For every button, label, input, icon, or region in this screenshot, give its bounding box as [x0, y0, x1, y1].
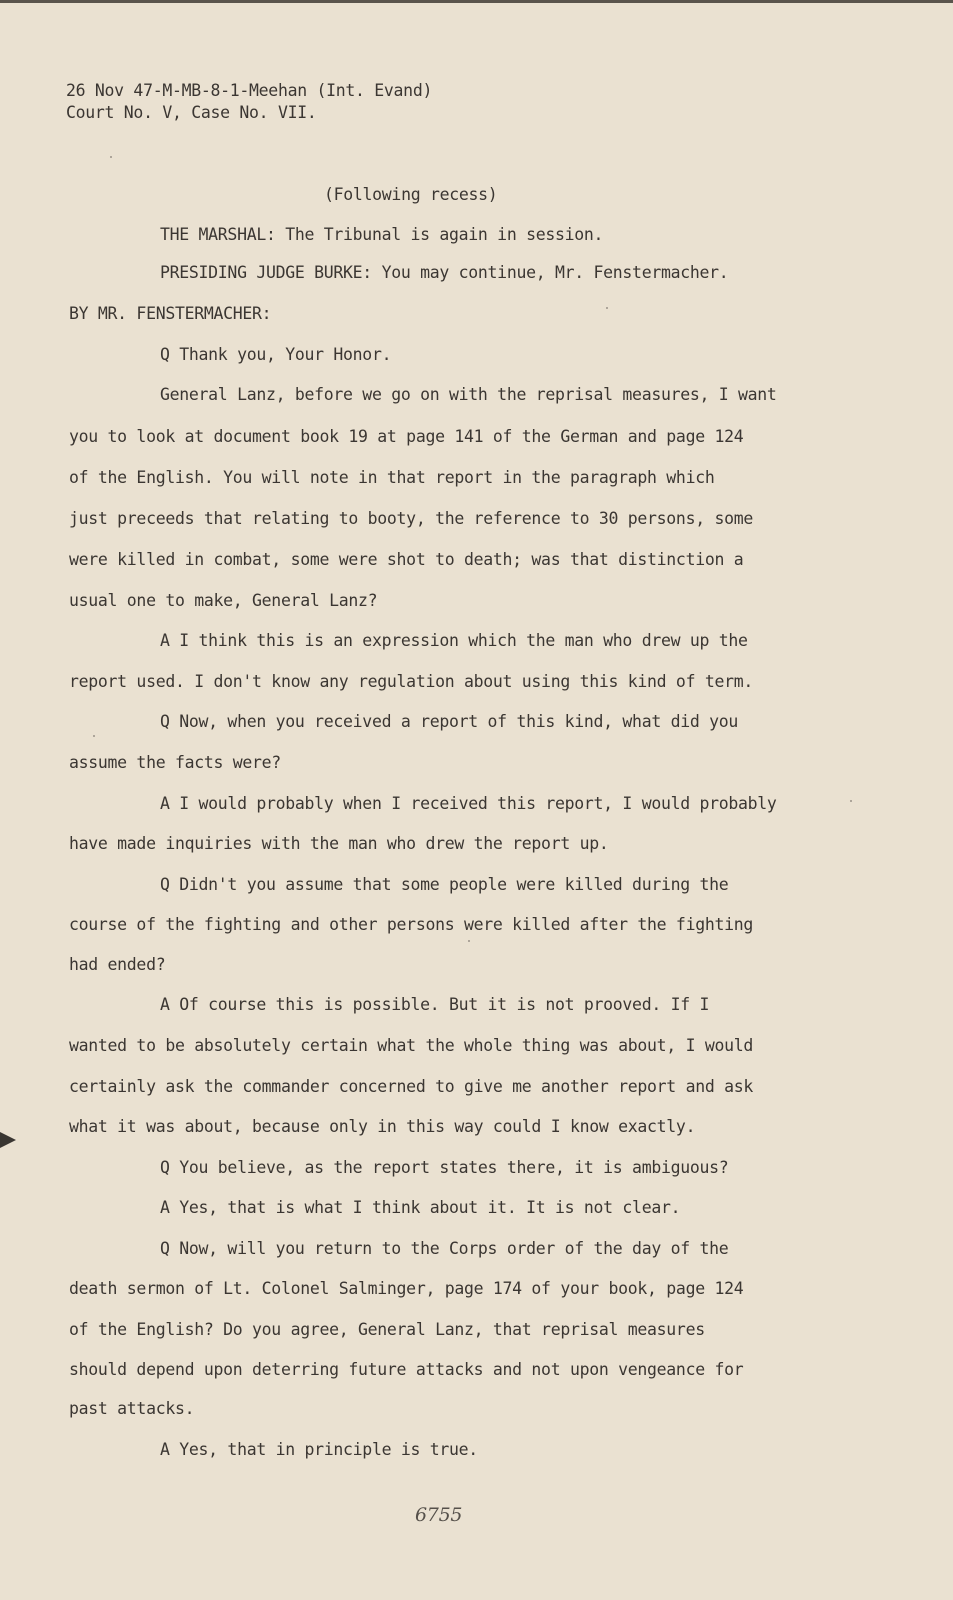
transcript-line: course of the fighting and other persons were killed after the fighting: [69, 915, 754, 934]
transcript-line: BY MR. FENSTERMACHER:: [69, 304, 272, 323]
transcript-line: have made inquiries with the man who drew the report up.: [69, 834, 609, 853]
transcript-line: wanted to be absolutely certain what the whole thing was about, I would: [69, 1036, 754, 1055]
transcript-line: General Lanz, before we go on with the reprisal measures, I want: [160, 385, 777, 404]
transcript-line: of the English. You will note in that report in the paragraph which: [69, 468, 715, 487]
transcript-line: were killed in combat, some were shot to death; was that distinction a: [69, 550, 744, 569]
transcript-line: you to look at document book 19 at page 141 of the German and page 124: [69, 427, 744, 446]
paper-speck: [110, 156, 112, 158]
page-number: 6755: [415, 1504, 463, 1526]
paper-speck: [850, 800, 852, 802]
paper-speck: [93, 735, 95, 737]
transcript-line: just preceeds that relating to booty, the reference to 30 persons, some: [69, 509, 754, 528]
transcript-line: certainly ask the commander concerned to give me another report and ask: [69, 1077, 754, 1096]
transcript-line: A I would probably when I received this report, I would probably: [160, 794, 777, 813]
transcript-line: what it was about, because only in this way could I know exactly.: [69, 1117, 696, 1136]
transcript-line: Q You believe, as the report states there, it is ambiguous?: [160, 1158, 729, 1177]
transcript-line: usual one to make, General Lanz?: [69, 591, 378, 610]
transcript-line: Q Didn't you assume that some people were killed during the: [160, 875, 729, 894]
transcript-line: past attacks.: [69, 1399, 195, 1418]
transcript-line: should depend upon deterring future attacks and not upon vengeance for: [69, 1360, 744, 1379]
transcript-line: THE MARSHAL: The Tribunal is again in session.: [160, 225, 604, 244]
transcript-line: assume the facts were?: [69, 753, 281, 772]
transcript-line: A Of course this is possible. But it is not prooved. If I: [160, 995, 710, 1014]
punch-mark: [0, 1132, 16, 1148]
transcript-line: of the English? Do you agree, General Lanz, that reprisal measures: [69, 1320, 705, 1339]
recess-note: (Following recess): [324, 185, 498, 204]
paper-speck: [606, 307, 608, 309]
transcript-line: report used. I don't know any regulation about using this kind of term.: [69, 672, 754, 691]
document-header: [66, 80, 432, 124]
transcript-line: Q Now, when you received a report of this kind, what did you: [160, 712, 739, 731]
transcript-line: PRESIDING JUDGE BURKE: You may continue, Mr. Fenstermacher.: [160, 263, 729, 282]
transcript-line: A Yes, that in principle is true.: [160, 1440, 478, 1459]
transcript-line: A Yes, that is what I think about it. It is not clear.: [160, 1198, 681, 1217]
transcript-line: A I think this is an expression which the man who drew up the: [160, 631, 748, 650]
transcript-line: Q Thank you, Your Honor.: [160, 345, 392, 364]
header-line-1: 26 Nov 47-M-MB-8-1-Meehan (Int. Evand): [66, 81, 433, 100]
transcript-line: death sermon of Lt. Colonel Salminger, page 174 of your book, page 124: [69, 1279, 744, 1298]
paper-speck: [468, 940, 470, 942]
header-line-2: Court No. V, Case No. VII.: [66, 103, 317, 122]
transcript-line: Q Now, will you return to the Corps order of the day of the: [160, 1239, 729, 1258]
transcript-line: had ended?: [69, 955, 166, 974]
